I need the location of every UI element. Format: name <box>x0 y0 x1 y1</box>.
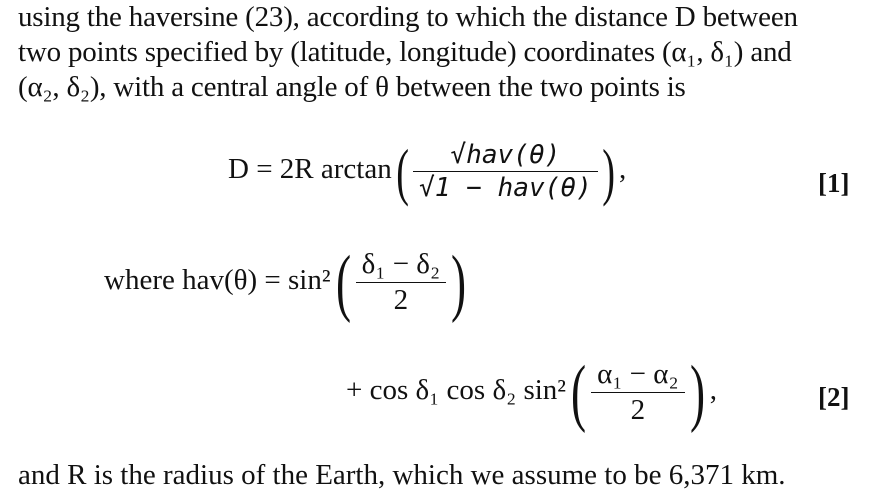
equation-2-line-2: + cos δ₁ cos δ₂ sin²( $\frac{\text{α₁ − α₂}}{2}$ ) , <box>346 350 717 434</box>
fraction-bar <box>413 171 598 172</box>
intro-paragraph <box>18 0 866 105</box>
equation-2-line-2-lead: + cos δ₁ cos δ₂ sin² <box>346 374 567 407</box>
equation-2-line-1: where hav(θ) = sin²( $\frac{\text{δ₁ − δ₂}}{2}$ ) <box>104 240 467 324</box>
equation-1-denominator: √1 − hav(θ) <box>418 173 592 203</box>
fraction-bar <box>356 282 446 283</box>
equation-2-line-2-fraction <box>591 358 684 427</box>
equation-1: D = 2R arctan( $\frac{\text{√hav(θ)}}{\text{√1 − hav(θ)}}$ ) , <box>228 135 627 207</box>
equation-1-number: [1] <box>818 168 850 198</box>
paragraph-line-3: (α₂, δ₂), with a central angle of θ between the two points is <box>18 71 686 103</box>
paragraph-line-2: two points specified by (latitude, longitude) coordinates (α₁, δ₁) and <box>18 36 792 68</box>
equation-2-number: [2] <box>818 382 850 412</box>
equation-2-line-2-denominator: 2 <box>630 394 646 426</box>
equation-2-fraction <box>356 248 446 317</box>
equation-2-comma: , <box>709 374 717 407</box>
fraction-bar <box>591 392 684 393</box>
equation-2-lead: where hav(θ) = sin² <box>104 264 331 297</box>
equation-2-denominator: 2 <box>393 284 409 316</box>
closing-paragraph: and R is the radius of the Earth, which we assume to be 6,371 km. <box>18 459 786 491</box>
equation-1-comma: , <box>619 153 627 186</box>
equation-2-line-2-numerator: α₁ − α₂ <box>597 358 679 390</box>
paragraph-line-1: using the haversine (23), according to which the distance D between <box>18 1 798 33</box>
equation-1-numerator: √hav(θ) <box>450 140 561 170</box>
equation-1-fraction <box>413 140 598 203</box>
equation-2-numerator: δ₁ − δ₂ <box>361 248 441 280</box>
equation-1-lhs: D = 2R arctan <box>228 153 392 186</box>
